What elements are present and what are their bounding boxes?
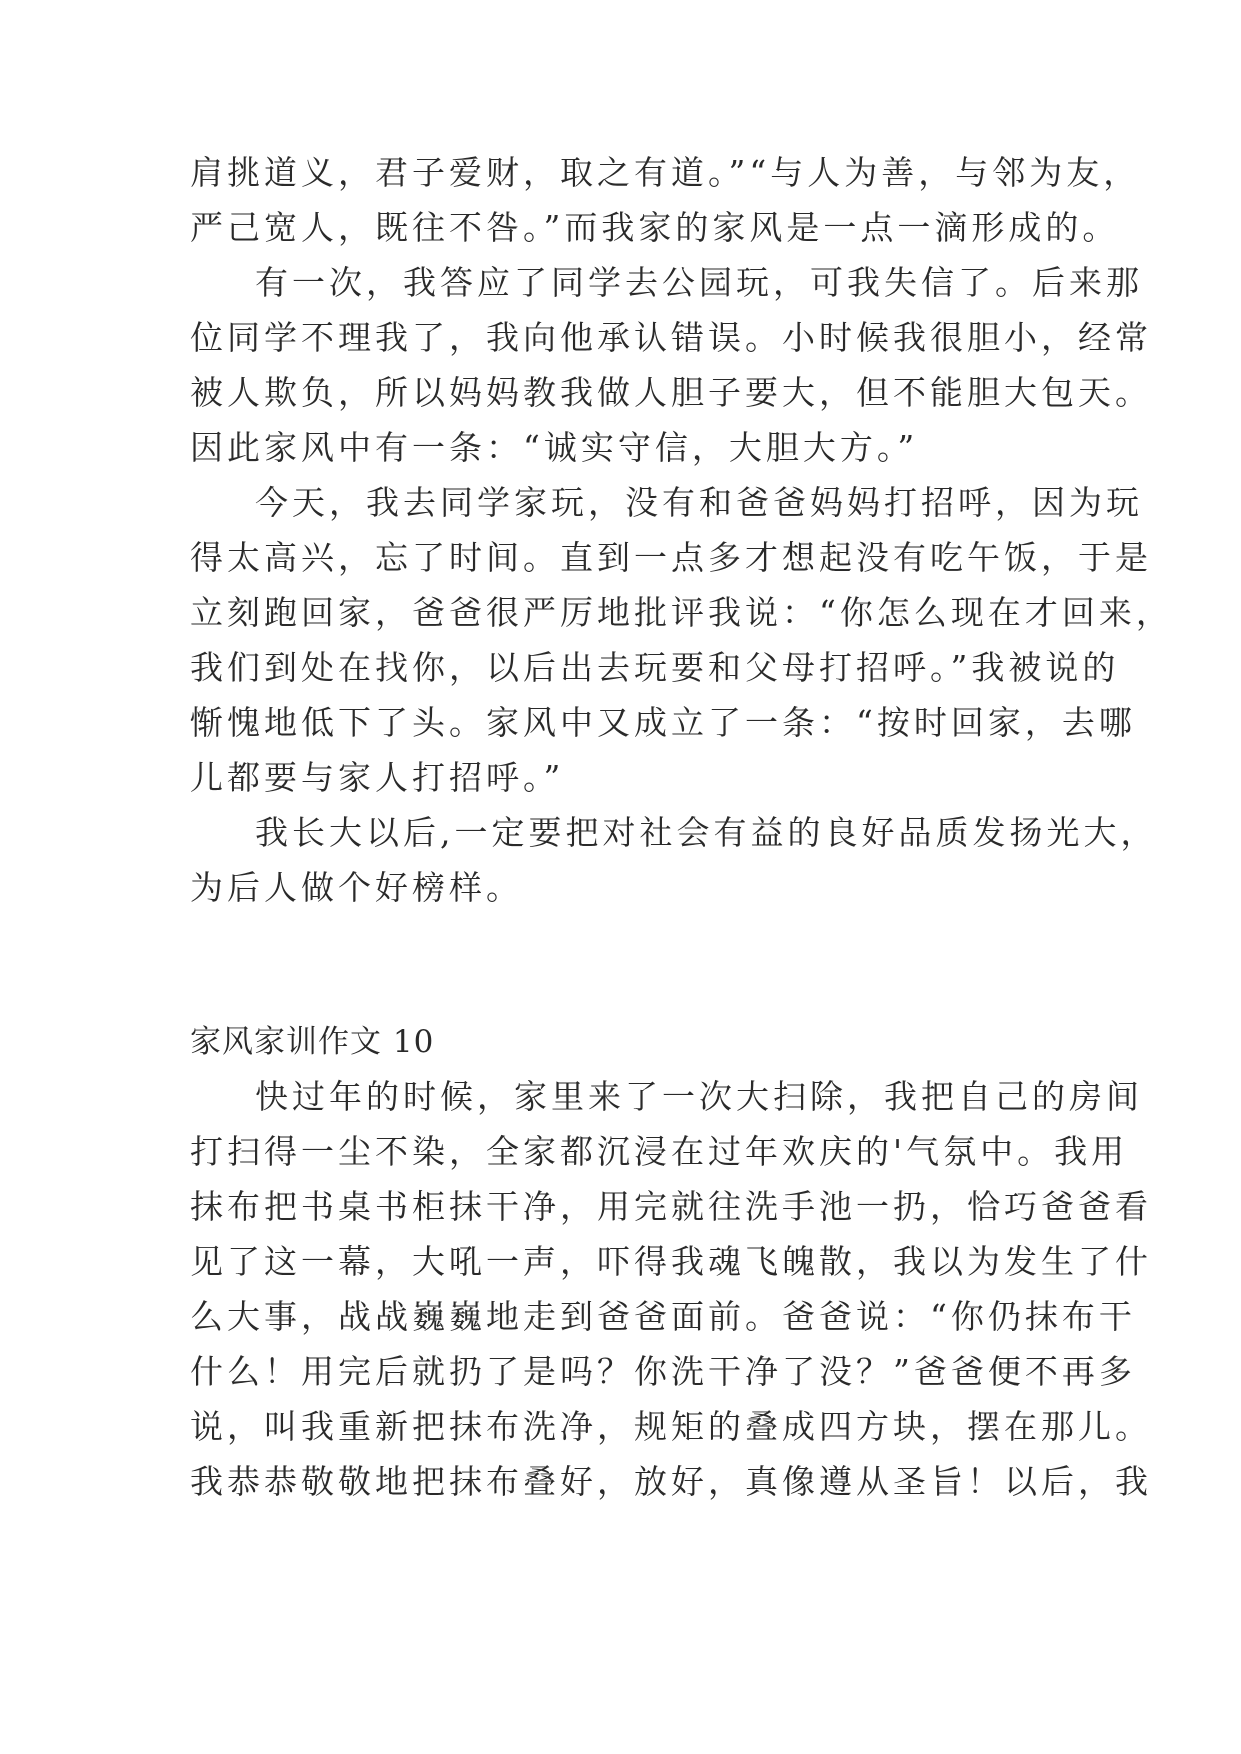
paragraph-line: 因此家风中有一条：“诚实守信，大胆大方。”	[190, 428, 919, 467]
paragraph-line: 我们到处在找你，以后出去玩要和父母打招呼。”我被说的	[190, 648, 1120, 687]
paragraph-line: 立刻跑回家，爸爸很严厉地批评我说：“你怎么现在才回来，	[190, 593, 1173, 632]
paragraph-line: 快过年的时候，家里来了一次大扫除，我把自己的房间	[255, 1077, 1143, 1116]
paragraph-line: 儿都要与家人打招呼。”	[190, 758, 565, 797]
paragraph-line: 肩挑道义，君子爱财，取之有道。”“与人为善，与邻为友，	[190, 153, 1141, 192]
paragraph-line: 我长大以后,一定要把对社会有益的良好品质发扬光大，	[255, 813, 1158, 852]
paragraph-line: 为后人做个好榜样。	[190, 868, 523, 907]
paragraph-line: 今天，我去同学家玩，没有和爸爸妈妈打招呼，因为玩	[255, 483, 1143, 522]
section-title: 家风家训作文 10	[190, 1024, 435, 1060]
paragraph-line: 惭愧地低下了头。家风中又成立了一条：“按时回家，去哪	[190, 703, 1136, 742]
paragraph-line: 说，叫我重新把抹布洗净，规矩的叠成四方块，摆在那儿。	[190, 1407, 1152, 1446]
paragraph-line: 见了这一幕，大吼一声，吓得我魂飞魄散，我以为发生了什	[190, 1242, 1152, 1281]
paragraph-line: 什么！用完后就扔了是吗？你洗干净了没？”爸爸便不再多	[190, 1352, 1136, 1391]
paragraph-line: 得太高兴，忘了时间。直到一点多才想起没有吃午饭，于是	[190, 538, 1152, 577]
paragraph-line: 被人欺负，所以妈妈教我做人胆子要大，但不能胆大包天。	[190, 373, 1152, 412]
paragraph-line: 严己宽人，既往不咎。”而我家的家风是一点一滴形成的。	[190, 208, 1120, 247]
paragraph-line: 我恭恭敬敬地把抹布叠好，放好，真像遵从圣旨！以后，我	[190, 1462, 1152, 1501]
paragraph-line: 抹布把书桌书柜抹干净，用完就往洗手池一扔，恰巧爸爸看	[190, 1187, 1152, 1226]
paragraph-line: 位同学不理我了，我向他承认错误。小时候我很胆小，经常	[190, 318, 1152, 357]
paragraph-line: 打扫得一尘不染，全家都沉浸在过年欢庆的'气氛中。我用	[190, 1132, 1129, 1171]
paragraph-line: 有一次，我答应了同学去公园玩，可我失信了。后来那	[255, 263, 1143, 302]
paragraph-line: 么大事，战战巍巍地走到爸爸面前。爸爸说：“你仍抹布干	[190, 1297, 1136, 1336]
